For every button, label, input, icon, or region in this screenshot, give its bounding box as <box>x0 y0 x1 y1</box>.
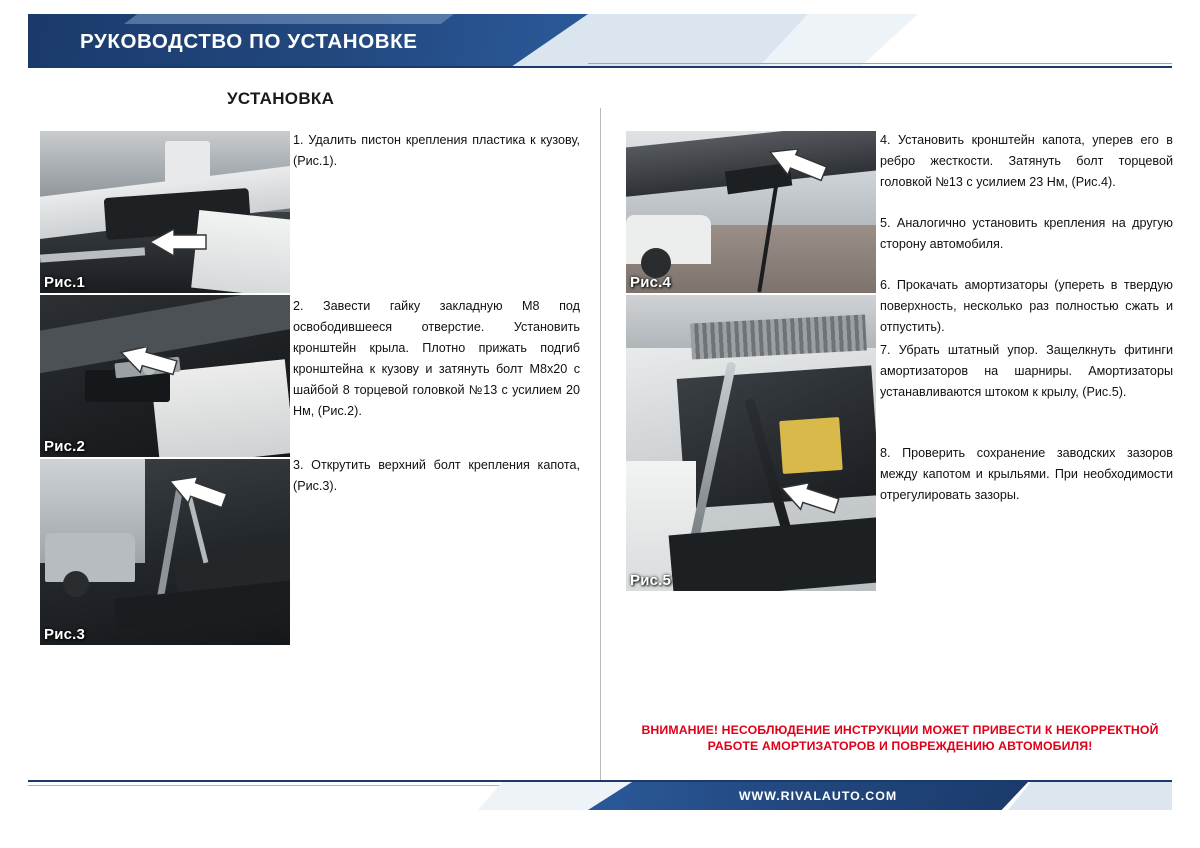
figure-caption-4: Рис.4 <box>630 274 672 291</box>
step-text-2: 2. Завести гайку закладную М8 под освободившееся отверстие. Установить кронштейн крыла. Плотно прижать подгиб кронштейна к кузову и затянуть болт М8х20 с шайбой 8 торцевой головкой №13 с усилием 20 Нм, (Рис.2). <box>293 299 580 418</box>
pointer-arrow-icon <box>778 483 840 519</box>
footer-website-link[interactable]: WWW.RIVALAUTO.COM <box>738 789 898 803</box>
warning-text: ВНИМАНИЕ! НЕСОБЛЮДЕНИЕ ИНСТРУКЦИИ МОЖЕТ ПРИВЕСТИ К НЕКОРРЕКТНОЙ РАБОТЕ АМОРТИЗАТОРОВ И ПОВРЕЖДЕНИЮ АВТОМОБИЛЯ! <box>641 723 1159 753</box>
pointer-arrow-icon <box>166 477 228 513</box>
pointer-arrow-icon <box>148 229 208 263</box>
photo3-background-car <box>45 533 135 581</box>
step-text-4: 4. Установить кронштейн капота, уперев его в ребро жесткости. Затянуть болт торцевой головкой №13 с усилием 23 Нм, (Рис.4). <box>880 133 1173 189</box>
figure-caption-2: Рис.2 <box>44 438 86 455</box>
step-text-3: 3. Открутить верхний болт крепления капота, (Рис.3). <box>293 458 580 493</box>
photo3-car-wheel <box>63 571 89 597</box>
footer-rule <box>28 780 1172 782</box>
header-title: РУКОВОДСТВО ПО УСТАНОВКЕ <box>80 30 418 53</box>
page-header <box>28 14 1172 68</box>
step-text-6: 6. Прокачать амортизаторы (упереть в твердую поверхность, несколько раз полностью сжать и отпустить). <box>880 278 1173 334</box>
figure-image-4 <box>626 131 876 293</box>
figure-image-1 <box>40 131 290 293</box>
figure-image-3 <box>40 459 290 645</box>
page-footer <box>28 778 1172 814</box>
column-divider <box>600 108 601 780</box>
pointer-arrow-icon <box>766 149 828 185</box>
photo5-engine-cover <box>779 417 843 474</box>
header-stripe-accent <box>124 14 454 24</box>
header-rule-thin <box>588 63 1172 64</box>
footer-stripe-grey <box>1008 782 1172 810</box>
step-text-5: 5. Аналогично установить крепления на другую сторону автомобиля. <box>880 216 1173 251</box>
step-text-8: 8. Проверить сохранение заводских зазоров между капотом и крыльями. При необходимости отрегулировать зазоры. <box>880 446 1173 502</box>
figure-image-5 <box>626 295 876 591</box>
figure-caption-5: Рис.5 <box>630 572 672 589</box>
step-text-1: 1. Удалить пистон крепления пластика к кузову, (Рис.1). <box>293 133 580 168</box>
pointer-arrow-icon <box>118 347 178 381</box>
step-text-7: 7. Убрать штатный упор. Защелкнуть фитинги амортизаторов на шарниры. Амортизаторы устанавливаются штоком к крылу, (Рис.5). <box>880 343 1173 399</box>
figure-caption-3: Рис.3 <box>44 626 86 643</box>
section-title: УСТАНОВКА <box>227 89 335 108</box>
photo1-reservoir-cap <box>165 141 210 183</box>
figure-image-2 <box>40 295 290 457</box>
figure-caption-1: Рис.1 <box>44 274 86 291</box>
header-rule <box>28 66 1172 68</box>
